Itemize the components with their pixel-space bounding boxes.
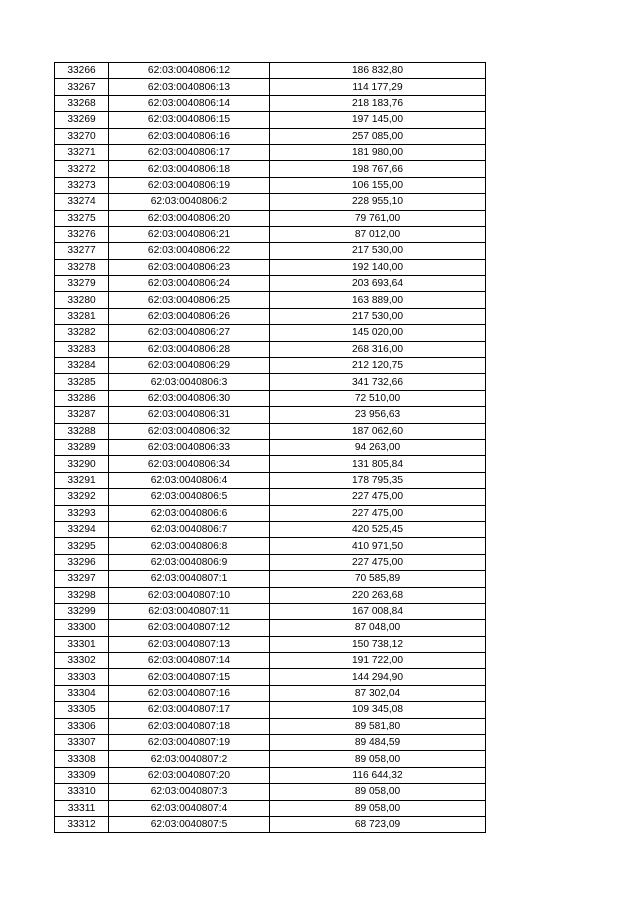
value-cell: 87 012,00 — [270, 226, 486, 242]
cadastral-number-cell: 62:03:0040806:25 — [109, 292, 270, 308]
row-number-cell: 33304 — [55, 685, 109, 701]
value-cell: 131 805,84 — [270, 456, 486, 472]
cadastral-number-cell: 62:03:0040806:3 — [109, 374, 270, 390]
table-row — [55, 276, 486, 292]
cadastral-number-cell: 62:03:0040807:15 — [109, 669, 270, 685]
table-row — [55, 144, 486, 160]
row-number-cell: 33272 — [55, 161, 109, 177]
table-row — [55, 538, 486, 554]
table-row — [55, 439, 486, 455]
row-number-cell: 33289 — [55, 439, 109, 455]
row-number-cell: 33296 — [55, 554, 109, 570]
value-cell: 217 530,00 — [270, 243, 486, 259]
cadastral-number-cell: 62:03:0040806:24 — [109, 276, 270, 292]
table-row — [55, 489, 486, 505]
cadastral-number-cell: 62:03:0040807:18 — [109, 718, 270, 734]
row-number-cell: 33306 — [55, 718, 109, 734]
cadastral-number-cell: 62:03:0040807:3 — [109, 784, 270, 800]
table-row — [55, 554, 486, 570]
value-cell: 89 058,00 — [270, 784, 486, 800]
table-row — [55, 735, 486, 751]
value-cell: 70 585,89 — [270, 571, 486, 587]
row-number-cell: 33288 — [55, 423, 109, 439]
table-body — [55, 63, 486, 833]
table-row — [55, 358, 486, 374]
table-row — [55, 374, 486, 390]
row-number-cell: 33308 — [55, 751, 109, 767]
row-number-cell: 33266 — [55, 63, 109, 79]
cadastral-number-cell: 62:03:0040806:12 — [109, 63, 270, 79]
cadastral-number-cell: 62:03:0040806:15 — [109, 112, 270, 128]
cadastral-number-cell: 62:03:0040807:5 — [109, 816, 270, 832]
data-table — [54, 62, 486, 833]
cadastral-number-cell: 62:03:0040806:33 — [109, 439, 270, 455]
value-cell: 178 795,35 — [270, 472, 486, 488]
cadastral-number-cell: 62:03:0040807:20 — [109, 767, 270, 783]
table-row — [55, 226, 486, 242]
table-row — [55, 63, 486, 79]
cadastral-number-cell: 62:03:0040806:5 — [109, 489, 270, 505]
row-number-cell: 33270 — [55, 128, 109, 144]
cadastral-number-cell: 62:03:0040806:7 — [109, 521, 270, 537]
value-cell: 89 581,80 — [270, 718, 486, 734]
value-cell: 163 889,00 — [270, 292, 486, 308]
table-row — [55, 521, 486, 537]
cadastral-number-cell: 62:03:0040806:13 — [109, 79, 270, 95]
value-cell: 79 761,00 — [270, 210, 486, 226]
row-number-cell: 33275 — [55, 210, 109, 226]
cadastral-number-cell: 62:03:0040807:13 — [109, 636, 270, 652]
cadastral-number-cell: 62:03:0040806:17 — [109, 144, 270, 160]
value-cell: 186 832,80 — [270, 63, 486, 79]
row-number-cell: 33309 — [55, 767, 109, 783]
table-row — [55, 177, 486, 193]
value-cell: 145 020,00 — [270, 325, 486, 341]
cadastral-number-cell: 62:03:0040807:2 — [109, 751, 270, 767]
cadastral-number-cell: 62:03:0040806:26 — [109, 308, 270, 324]
cadastral-number-cell: 62:03:0040806:30 — [109, 390, 270, 406]
value-cell: 227 475,00 — [270, 489, 486, 505]
value-cell: 192 140,00 — [270, 259, 486, 275]
cadastral-number-cell: 62:03:0040806:19 — [109, 177, 270, 193]
row-number-cell: 33276 — [55, 226, 109, 242]
table-row — [55, 620, 486, 636]
cadastral-number-cell: 62:03:0040806:9 — [109, 554, 270, 570]
row-number-cell: 33292 — [55, 489, 109, 505]
value-cell: 87 302,04 — [270, 685, 486, 701]
table-row — [55, 325, 486, 341]
row-number-cell: 33293 — [55, 505, 109, 521]
table-row — [55, 685, 486, 701]
table-row — [55, 653, 486, 669]
cadastral-number-cell: 62:03:0040806:14 — [109, 95, 270, 111]
row-number-cell: 33285 — [55, 374, 109, 390]
value-cell: 191 722,00 — [270, 653, 486, 669]
table-row — [55, 472, 486, 488]
value-cell: 87 048,00 — [270, 620, 486, 636]
table-row — [55, 128, 486, 144]
table-row — [55, 571, 486, 587]
value-cell: 150 738,12 — [270, 636, 486, 652]
table-row — [55, 423, 486, 439]
row-number-cell: 33277 — [55, 243, 109, 259]
row-number-cell: 33310 — [55, 784, 109, 800]
cadastral-number-cell: 62:03:0040806:31 — [109, 407, 270, 423]
row-number-cell: 33295 — [55, 538, 109, 554]
row-number-cell: 33271 — [55, 144, 109, 160]
row-number-cell: 33307 — [55, 735, 109, 751]
row-number-cell: 33274 — [55, 194, 109, 210]
table-row — [55, 194, 486, 210]
value-cell: 420 525,45 — [270, 521, 486, 537]
cadastral-number-cell: 62:03:0040807:10 — [109, 587, 270, 603]
cadastral-number-cell: 62:03:0040807:1 — [109, 571, 270, 587]
cadastral-number-cell: 62:03:0040806:23 — [109, 259, 270, 275]
cadastral-number-cell: 62:03:0040806:32 — [109, 423, 270, 439]
cadastral-number-cell: 62:03:0040807:11 — [109, 603, 270, 619]
row-number-cell: 33269 — [55, 112, 109, 128]
value-cell: 341 732,66 — [270, 374, 486, 390]
row-number-cell: 33302 — [55, 653, 109, 669]
cadastral-number-cell: 62:03:0040806:34 — [109, 456, 270, 472]
row-number-cell: 33283 — [55, 341, 109, 357]
cadastral-number-cell: 62:03:0040807:16 — [109, 685, 270, 701]
table-row — [55, 718, 486, 734]
value-cell: 212 120,75 — [270, 358, 486, 374]
row-number-cell: 33279 — [55, 276, 109, 292]
value-cell: 410 971,50 — [270, 538, 486, 554]
table-row — [55, 751, 486, 767]
table-row — [55, 308, 486, 324]
table-row — [55, 95, 486, 111]
row-number-cell: 33280 — [55, 292, 109, 308]
table-row — [55, 800, 486, 816]
value-cell: 257 085,00 — [270, 128, 486, 144]
cadastral-number-cell: 62:03:0040806:2 — [109, 194, 270, 210]
row-number-cell: 33273 — [55, 177, 109, 193]
row-number-cell: 33290 — [55, 456, 109, 472]
row-number-cell: 33297 — [55, 571, 109, 587]
cadastral-number-cell: 62:03:0040807:17 — [109, 702, 270, 718]
value-cell: 268 316,00 — [270, 341, 486, 357]
value-cell: 218 183,76 — [270, 95, 486, 111]
table-row — [55, 112, 486, 128]
cadastral-number-cell: 62:03:0040806:16 — [109, 128, 270, 144]
row-number-cell: 33298 — [55, 587, 109, 603]
table-row — [55, 702, 486, 718]
cadastral-number-cell: 62:03:0040807:19 — [109, 735, 270, 751]
cadastral-number-cell: 62:03:0040807:4 — [109, 800, 270, 816]
row-number-cell: 33268 — [55, 95, 109, 111]
cadastral-number-cell: 62:03:0040806:18 — [109, 161, 270, 177]
table-row — [55, 341, 486, 357]
cadastral-number-cell: 62:03:0040806:4 — [109, 472, 270, 488]
table-row — [55, 259, 486, 275]
table-row — [55, 456, 486, 472]
row-number-cell: 33312 — [55, 816, 109, 832]
table-row — [55, 636, 486, 652]
value-cell: 144 294,90 — [270, 669, 486, 685]
value-cell: 197 145,00 — [270, 112, 486, 128]
value-cell: 227 475,00 — [270, 554, 486, 570]
table-row — [55, 587, 486, 603]
row-number-cell: 33282 — [55, 325, 109, 341]
table-row — [55, 505, 486, 521]
table-row — [55, 669, 486, 685]
table-row — [55, 292, 486, 308]
value-cell: 228 955,10 — [270, 194, 486, 210]
value-cell: 114 177,29 — [270, 79, 486, 95]
value-cell: 187 062,60 — [270, 423, 486, 439]
cadastral-number-cell: 62:03:0040807:14 — [109, 653, 270, 669]
value-cell: 217 530,00 — [270, 308, 486, 324]
table-row — [55, 603, 486, 619]
cadastral-number-cell: 62:03:0040806:22 — [109, 243, 270, 259]
table-row — [55, 161, 486, 177]
value-cell: 220 263,68 — [270, 587, 486, 603]
table-row — [55, 816, 486, 832]
table-row — [55, 784, 486, 800]
table-row — [55, 243, 486, 259]
row-number-cell: 33281 — [55, 308, 109, 324]
row-number-cell: 33305 — [55, 702, 109, 718]
row-number-cell: 33286 — [55, 390, 109, 406]
cadastral-number-cell: 62:03:0040806:8 — [109, 538, 270, 554]
value-cell: 227 475,00 — [270, 505, 486, 521]
cadastral-number-cell: 62:03:0040807:12 — [109, 620, 270, 636]
row-number-cell: 33300 — [55, 620, 109, 636]
table-row — [55, 210, 486, 226]
value-cell: 68 723,09 — [270, 816, 486, 832]
row-number-cell: 33301 — [55, 636, 109, 652]
row-number-cell: 33303 — [55, 669, 109, 685]
value-cell: 167 008,84 — [270, 603, 486, 619]
cadastral-number-cell: 62:03:0040806:6 — [109, 505, 270, 521]
row-number-cell: 33294 — [55, 521, 109, 537]
row-number-cell: 33311 — [55, 800, 109, 816]
value-cell: 116 644,32 — [270, 767, 486, 783]
cadastral-number-cell: 62:03:0040806:20 — [109, 210, 270, 226]
value-cell: 181 980,00 — [270, 144, 486, 160]
row-number-cell: 33284 — [55, 358, 109, 374]
table-row — [55, 79, 486, 95]
value-cell: 203 693,64 — [270, 276, 486, 292]
value-cell: 23 956,63 — [270, 407, 486, 423]
row-number-cell: 33278 — [55, 259, 109, 275]
cadastral-number-cell: 62:03:0040806:27 — [109, 325, 270, 341]
cadastral-number-cell: 62:03:0040806:21 — [109, 226, 270, 242]
cadastral-number-cell: 62:03:0040806:29 — [109, 358, 270, 374]
table-row — [55, 407, 486, 423]
table-row — [55, 767, 486, 783]
value-cell: 89 058,00 — [270, 751, 486, 767]
row-number-cell: 33291 — [55, 472, 109, 488]
cadastral-number-cell: 62:03:0040806:28 — [109, 341, 270, 357]
table-row — [55, 390, 486, 406]
row-number-cell: 33267 — [55, 79, 109, 95]
value-cell: 198 767,66 — [270, 161, 486, 177]
value-cell: 89 058,00 — [270, 800, 486, 816]
value-cell: 72 510,00 — [270, 390, 486, 406]
value-cell: 106 155,00 — [270, 177, 486, 193]
value-cell: 109 345,08 — [270, 702, 486, 718]
row-number-cell: 33299 — [55, 603, 109, 619]
value-cell: 94 263,00 — [270, 439, 486, 455]
row-number-cell: 33287 — [55, 407, 109, 423]
value-cell: 89 484,59 — [270, 735, 486, 751]
